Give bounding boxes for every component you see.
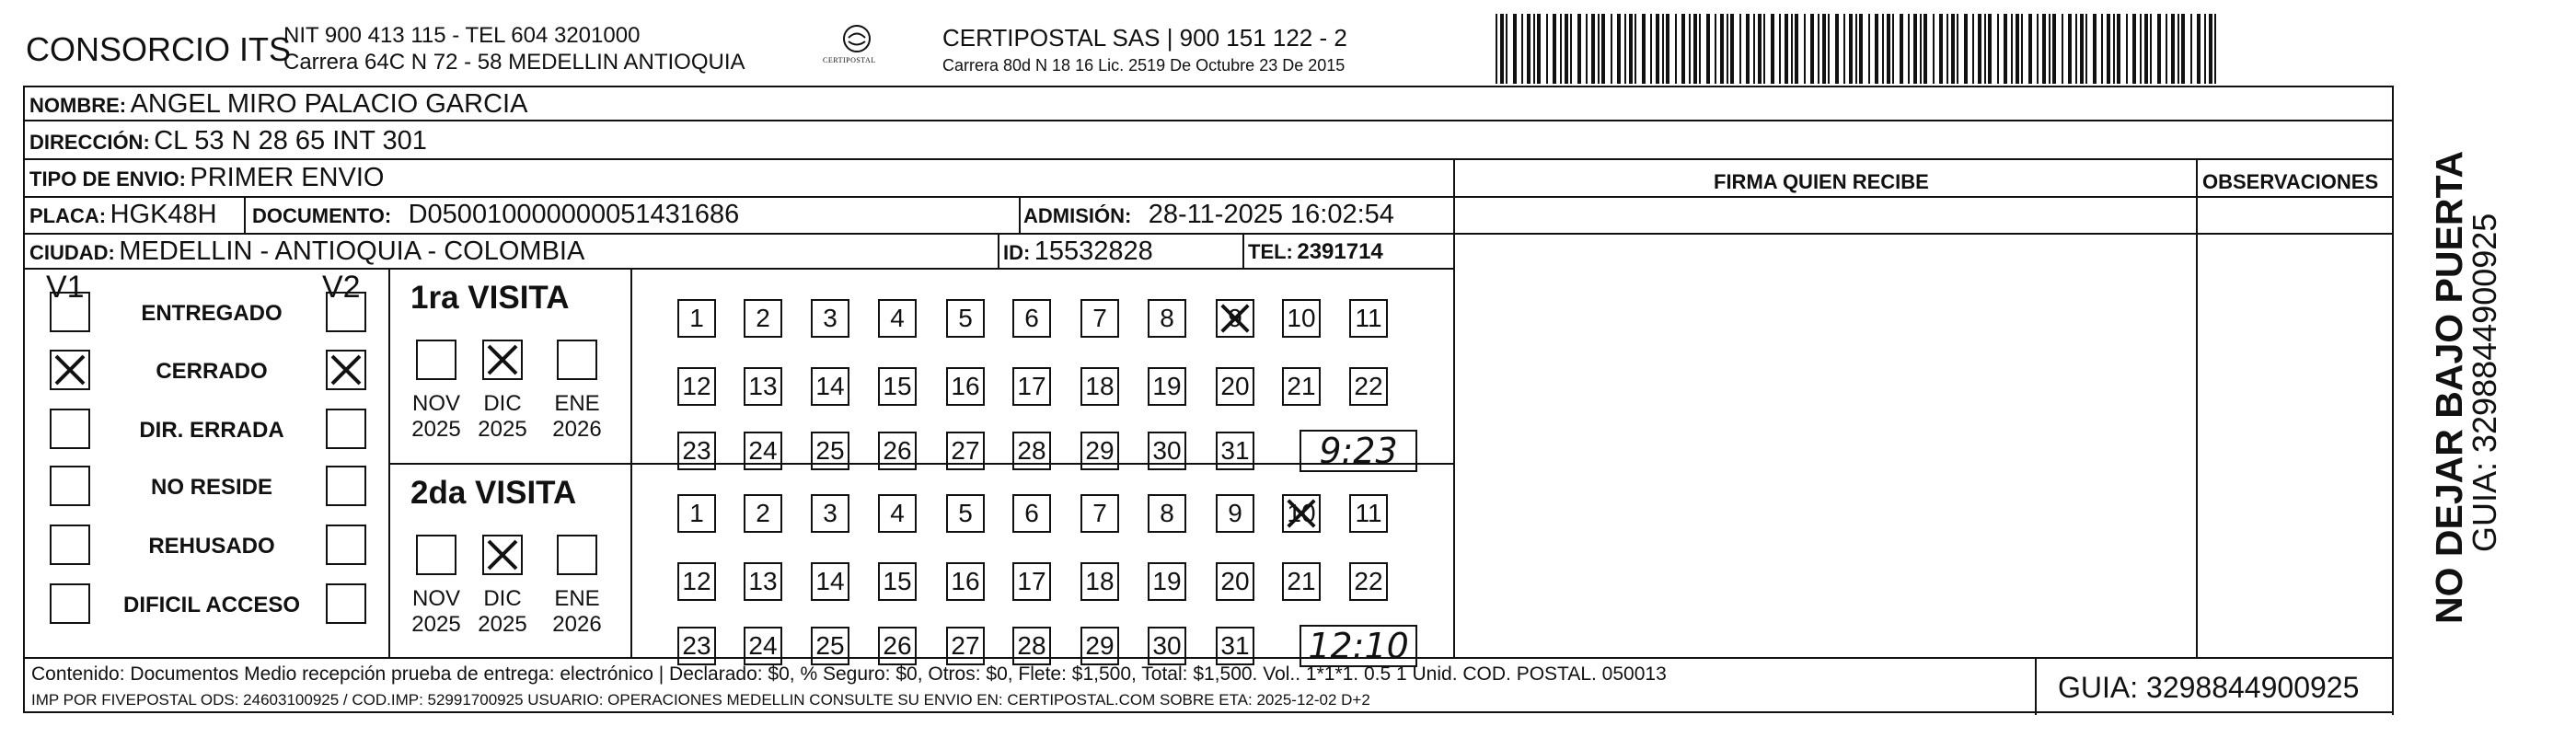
city-value: MEDELLIN - ANTIOQUIA - COLOMBIA (119, 236, 585, 266)
day-box[interactable] (878, 367, 917, 406)
day-box[interactable] (811, 299, 849, 338)
month-label (548, 391, 606, 442)
day-box[interactable] (1282, 367, 1321, 406)
side-notice: NO DEJAR BAJO PUERTA (2428, 150, 2470, 624)
day-number: 1 (689, 499, 704, 527)
recipient-tel (1248, 241, 1383, 263)
day-box[interactable] (1012, 627, 1051, 665)
send-type-label: TIPO DE ENVIO: (29, 167, 186, 190)
barcode-icon (1496, 14, 2223, 84)
day-box[interactable] (1216, 432, 1254, 470)
month-name: NOV (411, 391, 460, 416)
checkbox-v2[interactable] (326, 583, 366, 624)
status-label: REHUSADO (148, 534, 275, 559)
checkbox-v1[interactable] (50, 350, 90, 390)
day-number: 10 (1287, 499, 1316, 527)
day-number: 3 (823, 499, 837, 527)
month-name: NOV (411, 586, 460, 611)
day-number: 29 (1085, 436, 1115, 465)
visit-title: 1ra VISITA (410, 280, 570, 316)
day-number: 4 (890, 499, 905, 527)
checkbox-v2[interactable] (326, 350, 366, 390)
x-mark-icon (484, 536, 521, 573)
day-box[interactable] (1216, 367, 1254, 406)
day-box[interactable] (1080, 494, 1119, 533)
day-number: 20 (1220, 372, 1250, 400)
company-address: Carrera 64C N 72 - 58 MEDELLIN ANTIOQUIA (283, 50, 745, 75)
day-number: 26 (883, 631, 912, 660)
day-box[interactable] (946, 432, 985, 470)
status-label: NO RESIDE (150, 475, 273, 500)
send-type (29, 165, 384, 191)
checkbox-v2[interactable] (326, 409, 366, 449)
day-box[interactable] (1012, 299, 1051, 338)
day-number: 12 (682, 372, 711, 400)
day-box[interactable] (811, 627, 849, 665)
day-box[interactable] (677, 627, 716, 665)
day-box[interactable] (1148, 299, 1186, 338)
day-number: 30 (1152, 436, 1182, 465)
day-number: 21 (1287, 372, 1316, 400)
day-number: 31 (1220, 436, 1250, 465)
month-checkbox[interactable] (416, 340, 456, 380)
company-nit-tel: NIT 900 413 115 - TEL 604 3201000 (283, 23, 641, 48)
courier-address: Carrera 80d N 18 16 Lic. 2519 De Octubre 23 De 2015 (942, 56, 1346, 75)
day-box[interactable] (1282, 562, 1321, 601)
day-box[interactable] (878, 432, 917, 470)
status-label: ENTREGADO (141, 301, 283, 326)
day-number: 3 (823, 304, 837, 332)
x-mark-icon (328, 352, 364, 388)
courier-logo-text: CERTIPOSTAL (823, 56, 876, 64)
day-number: 22 (1354, 567, 1383, 595)
day-box[interactable] (1148, 494, 1186, 533)
month-name: ENE (554, 391, 600, 416)
checkbox-v2[interactable] (326, 525, 366, 565)
day-box[interactable] (744, 562, 782, 601)
month-year: 2026 (552, 611, 602, 637)
day-box[interactable] (946, 627, 985, 665)
day-number: 15 (883, 372, 912, 400)
side-guide: GUIA: 3298844900925 (2466, 213, 2503, 552)
day-number: 28 (1017, 631, 1046, 660)
day-box[interactable] (946, 562, 985, 601)
day-box[interactable] (677, 367, 716, 406)
day-box[interactable] (677, 494, 716, 533)
day-number: 25 (815, 631, 845, 660)
recipient-address (29, 128, 427, 155)
day-number: 14 (815, 372, 845, 400)
document (252, 202, 739, 228)
admission-value: 28-11-2025 16:02:54 (1148, 200, 1394, 229)
day-number: 27 (951, 436, 980, 465)
day-number: 17 (1017, 567, 1046, 595)
id-label: ID: (1003, 241, 1031, 264)
city (29, 238, 584, 265)
day-number: 25 (815, 436, 845, 465)
name-value: ANGEL MIRO PALACIO GARCIA (130, 89, 528, 119)
day-number: 7 (1092, 499, 1107, 527)
day-box[interactable] (1148, 432, 1186, 470)
send-type-value: PRIMER ENVIO (190, 163, 385, 192)
day-number: 6 (1024, 304, 1039, 332)
day-box[interactable] (878, 627, 917, 665)
admission-label: ADMISIÓN: (1023, 204, 1132, 227)
day-number: 1 (689, 304, 704, 332)
day-box[interactable] (878, 494, 917, 533)
day-number: 13 (748, 372, 778, 400)
day-box[interactable] (811, 494, 849, 533)
day-box[interactable] (1148, 627, 1186, 665)
tel-label: TEL: (1248, 240, 1293, 263)
day-number: 18 (1085, 372, 1115, 400)
day-box[interactable] (1012, 562, 1051, 601)
day-box[interactable] (1080, 562, 1119, 601)
day-box[interactable] (811, 367, 849, 406)
visit-time[interactable]: 12:10 (1300, 625, 1417, 667)
day-box[interactable] (677, 432, 716, 470)
plate (29, 202, 217, 228)
day-number: 22 (1354, 372, 1383, 400)
day-box[interactable] (1080, 367, 1119, 406)
month-checkbox[interactable] (482, 535, 523, 575)
month-checkbox[interactable] (482, 340, 523, 380)
recipient-id (1003, 238, 1153, 265)
day-number: 2 (756, 499, 770, 527)
day-number: 23 (682, 436, 711, 465)
day-box[interactable] (1012, 432, 1051, 470)
v2-label: V2 (322, 270, 361, 305)
day-box[interactable] (1282, 494, 1321, 533)
day-box[interactable] (878, 562, 917, 601)
checkbox-v2[interactable] (326, 466, 366, 506)
day-number: 14 (815, 567, 845, 595)
day-number: 9 (1228, 304, 1242, 332)
checkbox-v1[interactable] (50, 292, 90, 332)
signature-header: FIRMA QUIEN RECIBE (1714, 170, 1929, 193)
status-label: DIR. ERRADA (139, 418, 284, 443)
day-number: 13 (748, 567, 778, 595)
day-number: 5 (958, 499, 973, 527)
day-number: 21 (1287, 567, 1316, 595)
day-box[interactable] (1012, 494, 1051, 533)
day-box[interactable] (1216, 627, 1254, 665)
month-label (407, 391, 466, 442)
day-box[interactable] (1282, 299, 1321, 338)
plate-value: HGK48H (110, 200, 217, 229)
x-mark-icon (484, 341, 521, 378)
day-box[interactable] (1080, 627, 1119, 665)
day-box[interactable] (744, 494, 782, 533)
day-number: 12 (682, 567, 711, 595)
day-number: 24 (748, 436, 778, 465)
day-box[interactable] (1349, 562, 1388, 601)
day-number: 11 (1355, 304, 1382, 332)
day-box[interactable] (1349, 367, 1388, 406)
day-box[interactable] (878, 299, 917, 338)
tel-value: 2391714 (1297, 239, 1383, 264)
day-number: 8 (1160, 304, 1174, 332)
day-number: 2 (756, 304, 770, 332)
day-box[interactable] (677, 299, 716, 338)
plate-label: PLACA: (29, 204, 107, 227)
day-number: 20 (1220, 567, 1250, 595)
day-box[interactable] (1080, 432, 1119, 470)
day-box[interactable] (744, 367, 782, 406)
day-box[interactable] (1012, 367, 1051, 406)
day-box[interactable] (1080, 299, 1119, 338)
day-number: 23 (682, 631, 711, 660)
day-box[interactable] (946, 494, 985, 533)
day-box[interactable] (811, 562, 849, 601)
day-box[interactable] (744, 299, 782, 338)
day-box[interactable] (677, 562, 716, 601)
month-checkbox[interactable] (416, 535, 456, 575)
month-label (473, 586, 532, 637)
document-value: D050010000000051431686 (408, 200, 740, 229)
day-box[interactable] (1216, 494, 1254, 533)
courier-logo (821, 22, 893, 77)
day-number: 29 (1085, 631, 1115, 660)
day-number: 30 (1152, 631, 1182, 660)
month-year: 2026 (552, 416, 602, 442)
day-number: 15 (883, 567, 912, 595)
visit-time[interactable]: 9:23 (1300, 430, 1417, 472)
month-year: 2025 (411, 416, 461, 442)
day-number: 7 (1092, 304, 1107, 332)
x-mark-icon (1218, 301, 1253, 336)
day-number: 19 (1152, 372, 1182, 400)
footer-imp: IMP POR FIVEPOSTAL ODS: 24603100925 / COD.IMP: 52991700925 USUARIO: OPERACIONES MEDELLIN CONSULTE SU ENVIO EN: CERTIPOSTAL.COM SOBRE ETA: 2025-12-02 D+2 (31, 691, 1370, 709)
day-box[interactable] (946, 367, 985, 406)
v1-label: V1 (46, 270, 85, 305)
day-box[interactable] (744, 627, 782, 665)
checkbox-v1[interactable] (50, 525, 90, 565)
day-number: 27 (951, 631, 980, 660)
day-number: 5 (958, 304, 973, 332)
recipient-name (29, 91, 527, 118)
day-number: 24 (748, 631, 778, 660)
id-value: 15532828 (1034, 236, 1153, 266)
checkbox-v2[interactable] (326, 292, 366, 332)
x-mark-icon (52, 352, 88, 388)
month-year: 2025 (478, 416, 527, 442)
month-name: ENE (554, 586, 600, 611)
day-number: 26 (883, 436, 912, 465)
day-number: 19 (1152, 567, 1182, 595)
document-label: DOCUMENTO: (252, 204, 392, 227)
month-label (407, 586, 466, 637)
day-number: 10 (1287, 304, 1316, 332)
month-label (548, 586, 606, 637)
checkbox-v1[interactable] (50, 583, 90, 624)
status-label: CERRADO (156, 359, 268, 384)
day-number: 4 (890, 304, 905, 332)
company-name: CONSORCIO ITS (26, 30, 292, 68)
day-box[interactable] (1148, 562, 1186, 601)
day-box[interactable] (1349, 494, 1388, 533)
day-box[interactable] (1349, 299, 1388, 338)
day-box[interactable] (1216, 562, 1254, 601)
month-label (473, 391, 532, 442)
name-label: NOMBRE: (29, 94, 127, 117)
day-box[interactable] (946, 299, 985, 338)
admission (1023, 202, 1394, 228)
day-number: 28 (1017, 436, 1046, 465)
day-box[interactable] (811, 432, 849, 470)
day-number: 11 (1355, 499, 1382, 527)
footer-content: Contenido: Documentos Medio recepción prueba de entrega: electrónico | Declarado: $0, % Seguro: $0, Otros: $0, Flete: $1,500, Total: $1,500. Vol.. 1*1*1. 0.5 1 Unid. COD. POSTAL. 050013 (31, 663, 1667, 685)
day-number: 9 (1228, 499, 1242, 527)
day-number: 16 (951, 567, 980, 595)
day-number: 6 (1024, 499, 1039, 527)
visit-title: 2da VISITA (410, 475, 577, 511)
month-checkbox[interactable] (557, 340, 597, 380)
day-number: 31 (1220, 631, 1250, 660)
address-value: CL 53 N 28 65 INT 301 (154, 126, 427, 156)
month-name: DIC (483, 586, 522, 611)
day-number: 8 (1160, 499, 1174, 527)
month-name: DIC (483, 391, 522, 416)
day-number: 16 (951, 372, 980, 400)
day-box[interactable] (1216, 299, 1254, 338)
x-mark-icon (1284, 496, 1319, 531)
status-label: DIFICIL ACCESO (122, 593, 300, 617)
day-number: 18 (1085, 567, 1115, 595)
month-year: 2025 (411, 611, 461, 637)
day-number: 17 (1017, 372, 1046, 400)
address-label: DIRECCIÓN: (29, 131, 150, 154)
day-box[interactable] (1148, 367, 1186, 406)
footer-guide: GUIA: 3298844900925 (2058, 671, 2360, 704)
courier-name: CERTIPOSTAL SAS | 900 151 122 - 2 (942, 24, 1347, 52)
certipostal-logo-icon (821, 22, 893, 77)
barcode (1496, 14, 2223, 84)
day-box[interactable] (744, 432, 782, 470)
month-year: 2025 (478, 611, 527, 637)
checkbox-v1[interactable] (50, 466, 90, 506)
month-checkbox[interactable] (557, 535, 597, 575)
checkbox-v1[interactable] (50, 409, 90, 449)
city-label: CIUDAD: (29, 241, 115, 264)
observations-header: OBSERVACIONES (2202, 170, 2379, 193)
